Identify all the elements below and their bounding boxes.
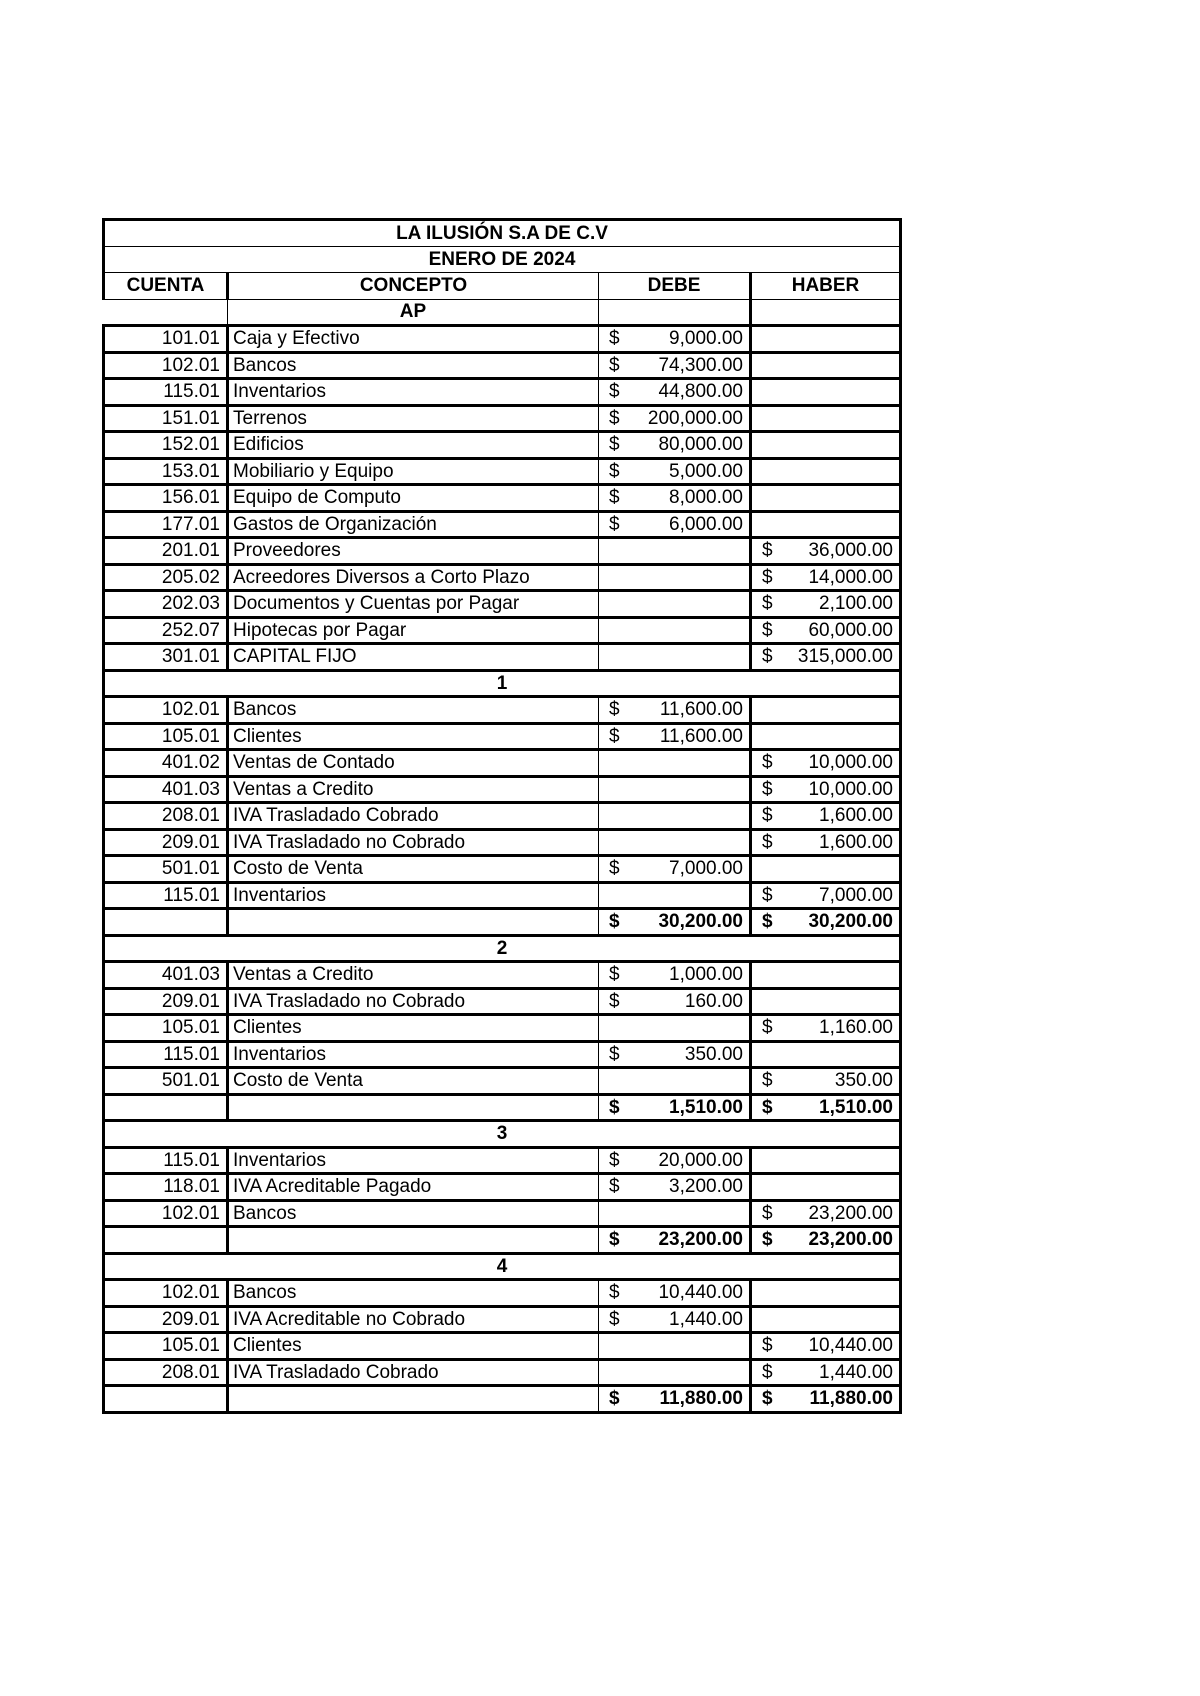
amount-cell (599, 1068, 751, 1095)
amount-cell (751, 564, 901, 591)
account-concept: IVA Acreditable no Cobrado (228, 1306, 599, 1333)
account-code: 118.01 (104, 1174, 228, 1201)
section-header-row (104, 1121, 901, 1148)
amount-cell (751, 829, 901, 856)
currency-symbol: $ (609, 1282, 620, 1304)
currency-symbol: $ (609, 1043, 620, 1065)
table-row (104, 538, 901, 565)
account-code: 151.01 (104, 405, 228, 432)
amount-cell (751, 750, 901, 777)
amount-cell (751, 1174, 901, 1201)
currency-symbol: $ (609, 964, 620, 986)
table-row (104, 776, 901, 803)
table-row (104, 564, 901, 591)
amount-cell (751, 882, 901, 909)
account-concept: Inventarios (228, 1041, 599, 1068)
amount-cell (599, 326, 751, 353)
currency-symbol: $ (762, 566, 773, 588)
amount-cell (599, 962, 751, 989)
account-concept: Ventas a Credito (228, 962, 599, 989)
account-code: 105.01 (104, 723, 228, 750)
currency-symbol: $ (609, 434, 620, 456)
amount-cell (599, 405, 751, 432)
account-concept: IVA Trasladado Cobrado (228, 1359, 599, 1386)
account-code: 201.01 (104, 538, 228, 565)
blank-cell (104, 299, 228, 326)
header-haber: HABER (751, 273, 901, 300)
section-label: AP (228, 299, 599, 326)
table-row (104, 829, 901, 856)
amount-cell (599, 1015, 751, 1042)
table-row (104, 750, 901, 777)
amount-value: 11,600.00 (659, 725, 743, 747)
amount-value: 1,510.00 (819, 1096, 893, 1118)
amount-value: 10,000.00 (808, 778, 893, 800)
amount-cell (599, 1306, 751, 1333)
blank-cell (228, 909, 599, 936)
amount-value: 10,440.00 (808, 1335, 893, 1357)
amount-cell (599, 1041, 751, 1068)
account-code: 115.01 (104, 882, 228, 909)
amount-value: 23,200.00 (658, 1229, 743, 1251)
account-concept: Hipotecas por Pagar (228, 617, 599, 644)
amount-value: 2,100.00 (819, 593, 893, 615)
amount-cell (751, 1015, 901, 1042)
account-concept: Clientes (228, 1015, 599, 1042)
currency-symbol: $ (609, 725, 620, 747)
amount-cell (599, 1359, 751, 1386)
blank-cell (228, 1386, 599, 1413)
amount-value: 23,200.00 (808, 1202, 893, 1224)
table-row (104, 1359, 901, 1386)
section-label: 2 (104, 935, 901, 962)
account-code: 252.07 (104, 617, 228, 644)
blank-cell (751, 299, 901, 326)
currency-symbol: $ (762, 619, 773, 641)
account-code: 102.01 (104, 1280, 228, 1307)
account-concept: Inventarios (228, 379, 599, 406)
table-row (104, 988, 901, 1015)
currency-symbol: $ (609, 699, 620, 721)
account-concept: IVA Trasladado no Cobrado (228, 988, 599, 1015)
account-code: 401.03 (104, 776, 228, 803)
amount-value: 60,000.00 (808, 619, 893, 641)
account-concept: Equipo de Computo (228, 485, 599, 512)
amount-value: 74,300.00 (658, 354, 743, 376)
amount-cell (599, 697, 751, 724)
amount-cell (599, 1094, 751, 1121)
currency-symbol: $ (609, 513, 620, 535)
amount-value: 1,000.00 (669, 964, 743, 986)
amount-cell (599, 856, 751, 883)
account-code: 102.01 (104, 1200, 228, 1227)
amount-cell (599, 750, 751, 777)
currency-symbol: $ (762, 1388, 773, 1410)
currency-symbol: $ (609, 381, 620, 403)
account-code: 101.01 (104, 326, 228, 353)
account-code: 208.01 (104, 803, 228, 830)
currency-symbol: $ (762, 593, 773, 615)
table-row (104, 352, 901, 379)
account-code: 156.01 (104, 485, 228, 512)
account-code: 209.01 (104, 1306, 228, 1333)
currency-symbol: $ (762, 884, 773, 906)
amount-value: 160.00 (684, 990, 743, 1012)
total-row (104, 1386, 901, 1413)
amount-cell (599, 829, 751, 856)
account-code: 152.01 (104, 432, 228, 459)
amount-value: 23,200.00 (808, 1229, 893, 1251)
account-concept: Ventas de Contado (228, 750, 599, 777)
amount-cell (751, 485, 901, 512)
currency-symbol: $ (609, 1149, 620, 1171)
total-row (104, 1094, 901, 1121)
currency-symbol: $ (762, 752, 773, 774)
amount-value: 350.00 (684, 1043, 743, 1065)
account-code: 105.01 (104, 1015, 228, 1042)
amount-cell (599, 909, 751, 936)
amount-cell (751, 458, 901, 485)
account-concept: Documentos y Cuentas por Pagar (228, 591, 599, 618)
amount-cell (751, 697, 901, 724)
account-concept: IVA Trasladado no Cobrado (228, 829, 599, 856)
currency-symbol: $ (609, 487, 620, 509)
table-row (104, 405, 901, 432)
amount-cell (599, 538, 751, 565)
blank-cell (104, 1094, 228, 1121)
amount-cell (599, 564, 751, 591)
account-concept: Bancos (228, 697, 599, 724)
table-row (104, 326, 901, 353)
amount-value: 9,000.00 (669, 328, 743, 350)
amount-cell (751, 1306, 901, 1333)
account-code: 205.02 (104, 564, 228, 591)
account-concept: Bancos (228, 1280, 599, 1307)
currency-symbol: $ (762, 646, 773, 668)
amount-cell (599, 617, 751, 644)
table-row (104, 962, 901, 989)
table-row (104, 882, 901, 909)
amount-cell (751, 1227, 901, 1254)
currency-symbol: $ (609, 1176, 620, 1198)
amount-cell (751, 856, 901, 883)
amount-value: 44,800.00 (658, 381, 743, 403)
amount-value: 1,160.00 (819, 1017, 893, 1039)
amount-cell (599, 776, 751, 803)
amount-cell (751, 1280, 901, 1307)
currency-symbol: $ (609, 354, 620, 376)
amount-value: 30,200.00 (658, 911, 743, 933)
currency-symbol: $ (609, 1308, 620, 1330)
amount-value: 7,000.00 (669, 858, 743, 880)
account-concept: Inventarios (228, 882, 599, 909)
account-concept: Costo de Venta (228, 1068, 599, 1095)
account-code: 209.01 (104, 829, 228, 856)
account-code: 202.03 (104, 591, 228, 618)
table-row (104, 1200, 901, 1227)
amount-cell (599, 591, 751, 618)
currency-symbol: $ (609, 990, 620, 1012)
amount-cell (599, 803, 751, 830)
total-row (104, 909, 901, 936)
amount-value: 11,880.00 (659, 1388, 743, 1410)
table-row (104, 379, 901, 406)
table-row (104, 591, 901, 618)
blank-cell (228, 1094, 599, 1121)
amount-cell (751, 776, 901, 803)
account-code: 177.01 (104, 511, 228, 538)
journal-table (102, 218, 902, 1414)
account-code: 501.01 (104, 856, 228, 883)
section-header-row (104, 1253, 901, 1280)
company-title: LA ILUSIÓN S.A DE C.V (104, 220, 901, 247)
amount-cell (751, 1386, 901, 1413)
amount-cell (751, 405, 901, 432)
amount-cell (599, 511, 751, 538)
table-row (104, 1280, 901, 1307)
amount-cell (599, 1200, 751, 1227)
section-header-row (104, 935, 901, 962)
amount-cell (599, 723, 751, 750)
amount-cell (751, 617, 901, 644)
table-row (104, 1068, 901, 1095)
account-concept: Caja y Efectivo (228, 326, 599, 353)
account-code: 401.03 (104, 962, 228, 989)
amount-cell (751, 1147, 901, 1174)
amount-value: 315,000.00 (797, 646, 893, 668)
table-row (104, 1333, 901, 1360)
account-concept: Clientes (228, 723, 599, 750)
amount-cell (751, 1359, 901, 1386)
table-row (104, 856, 901, 883)
table-row (104, 644, 901, 671)
account-concept: Bancos (228, 1200, 599, 1227)
account-code: 153.01 (104, 458, 228, 485)
amount-value: 11,600.00 (659, 699, 743, 721)
amount-cell (599, 432, 751, 459)
account-concept: Clientes (228, 1333, 599, 1360)
table-row (104, 1041, 901, 1068)
blank-cell (104, 909, 228, 936)
currency-symbol: $ (609, 407, 620, 429)
currency-symbol: $ (609, 858, 620, 880)
account-code: 209.01 (104, 988, 228, 1015)
currency-symbol: $ (762, 805, 773, 827)
currency-symbol: $ (609, 460, 620, 482)
currency-symbol: $ (762, 778, 773, 800)
amount-value: 36,000.00 (808, 540, 893, 562)
account-concept: Gastos de Organización (228, 511, 599, 538)
amount-value: 6,000.00 (669, 513, 743, 535)
table-row (104, 1174, 901, 1201)
account-concept: Edificios (228, 432, 599, 459)
account-concept: IVA Trasladado Cobrado (228, 803, 599, 830)
account-concept: Terrenos (228, 405, 599, 432)
amount-cell (599, 352, 751, 379)
currency-symbol: $ (609, 1096, 620, 1118)
amount-cell (751, 803, 901, 830)
amount-cell (751, 1333, 901, 1360)
amount-cell (751, 988, 901, 1015)
amount-cell (751, 326, 901, 353)
currency-symbol: $ (762, 1070, 773, 1092)
amount-cell (751, 909, 901, 936)
currency-symbol: $ (762, 1096, 773, 1118)
currency-symbol: $ (609, 1229, 620, 1251)
currency-symbol: $ (762, 1229, 773, 1251)
blank-cell (228, 1227, 599, 1254)
blank-cell (104, 1386, 228, 1413)
account-code: 208.01 (104, 1359, 228, 1386)
amount-cell (751, 591, 901, 618)
header-concepto: CONCEPTO (228, 273, 599, 300)
amount-value: 1,440.00 (819, 1361, 893, 1383)
amount-cell (751, 1068, 901, 1095)
amount-value: 5,000.00 (669, 460, 743, 482)
currency-symbol: $ (609, 1388, 620, 1410)
section-header-row (104, 670, 901, 697)
amount-cell (751, 352, 901, 379)
account-code: 115.01 (104, 1041, 228, 1068)
account-code: 105.01 (104, 1333, 228, 1360)
account-concept: Costo de Venta (228, 856, 599, 883)
amount-cell (751, 644, 901, 671)
account-concept: Proveedores (228, 538, 599, 565)
table-row (104, 697, 901, 724)
amount-cell (599, 458, 751, 485)
journal-body (104, 220, 901, 1413)
amount-cell (751, 511, 901, 538)
account-concept: IVA Acreditable Pagado (228, 1174, 599, 1201)
account-concept: CAPITAL FIJO (228, 644, 599, 671)
amount-value: 14,000.00 (808, 566, 893, 588)
amount-value: 3,200.00 (669, 1176, 743, 1198)
amount-cell (599, 485, 751, 512)
amount-cell (599, 1333, 751, 1360)
account-code: 115.01 (104, 379, 228, 406)
amount-cell (751, 723, 901, 750)
amount-cell (599, 379, 751, 406)
account-concept: Bancos (228, 352, 599, 379)
amount-cell (751, 962, 901, 989)
account-concept: Inventarios (228, 1147, 599, 1174)
table-row (104, 1147, 901, 1174)
amount-cell (751, 1200, 901, 1227)
amount-value: 8,000.00 (669, 487, 743, 509)
amount-value: 7,000.00 (819, 884, 893, 906)
currency-symbol: $ (609, 911, 620, 933)
amount-value: 1,510.00 (669, 1096, 743, 1118)
section-label: 3 (104, 1121, 901, 1148)
account-concept: Acreedores Diversos a Corto Plazo (228, 564, 599, 591)
amount-cell (599, 1147, 751, 1174)
currency-symbol: $ (762, 540, 773, 562)
account-code: 102.01 (104, 697, 228, 724)
currency-symbol: $ (762, 911, 773, 933)
amount-cell (599, 1227, 751, 1254)
amount-value: 1,600.00 (819, 831, 893, 853)
account-code: 501.01 (104, 1068, 228, 1095)
amount-cell (599, 644, 751, 671)
currency-symbol: $ (762, 831, 773, 853)
amount-value: 30,200.00 (808, 911, 893, 933)
amount-value: 20,000.00 (658, 1149, 743, 1171)
table-row (104, 1015, 901, 1042)
amount-cell (751, 1094, 901, 1121)
section-label: 4 (104, 1253, 901, 1280)
table-row (104, 617, 901, 644)
section-label: 1 (104, 670, 901, 697)
period-subtitle: ENERO DE 2024 (104, 246, 901, 273)
table-row (104, 723, 901, 750)
table-row (104, 458, 901, 485)
amount-cell (751, 379, 901, 406)
table-row (104, 803, 901, 830)
account-concept: Ventas a Credito (228, 776, 599, 803)
currency-symbol: $ (762, 1202, 773, 1224)
amount-value: 1,600.00 (819, 805, 893, 827)
account-code: 301.01 (104, 644, 228, 671)
total-row (104, 1227, 901, 1254)
amount-cell (599, 1386, 751, 1413)
amount-cell (599, 1174, 751, 1201)
table-row (104, 1306, 901, 1333)
amount-value: 11,880.00 (809, 1388, 893, 1410)
currency-symbol: $ (762, 1017, 773, 1039)
header-cuenta: CUENTA (104, 273, 228, 300)
amount-value: 10,000.00 (808, 752, 893, 774)
account-code: 102.01 (104, 352, 228, 379)
amount-cell (751, 432, 901, 459)
currency-symbol: $ (609, 328, 620, 350)
amount-value: 200,000.00 (647, 407, 743, 429)
amount-cell (751, 538, 901, 565)
account-concept: Mobiliario y Equipo (228, 458, 599, 485)
table-row (104, 432, 901, 459)
blank-cell (104, 1227, 228, 1254)
header-debe: DEBE (599, 273, 751, 300)
amount-value: 1,440.00 (669, 1308, 743, 1330)
amount-cell (599, 882, 751, 909)
account-code: 401.02 (104, 750, 228, 777)
currency-symbol: $ (762, 1361, 773, 1383)
section-header-row (104, 299, 901, 326)
amount-cell (599, 1280, 751, 1307)
amount-cell (751, 1041, 901, 1068)
table-row (104, 485, 901, 512)
amount-value: 10,440.00 (658, 1282, 743, 1304)
currency-symbol: $ (762, 1335, 773, 1357)
amount-cell (599, 988, 751, 1015)
amount-value: 350.00 (834, 1070, 893, 1092)
amount-value: 80,000.00 (658, 434, 743, 456)
table-row (104, 511, 901, 538)
account-code: 115.01 (104, 1147, 228, 1174)
blank-cell (599, 299, 751, 326)
